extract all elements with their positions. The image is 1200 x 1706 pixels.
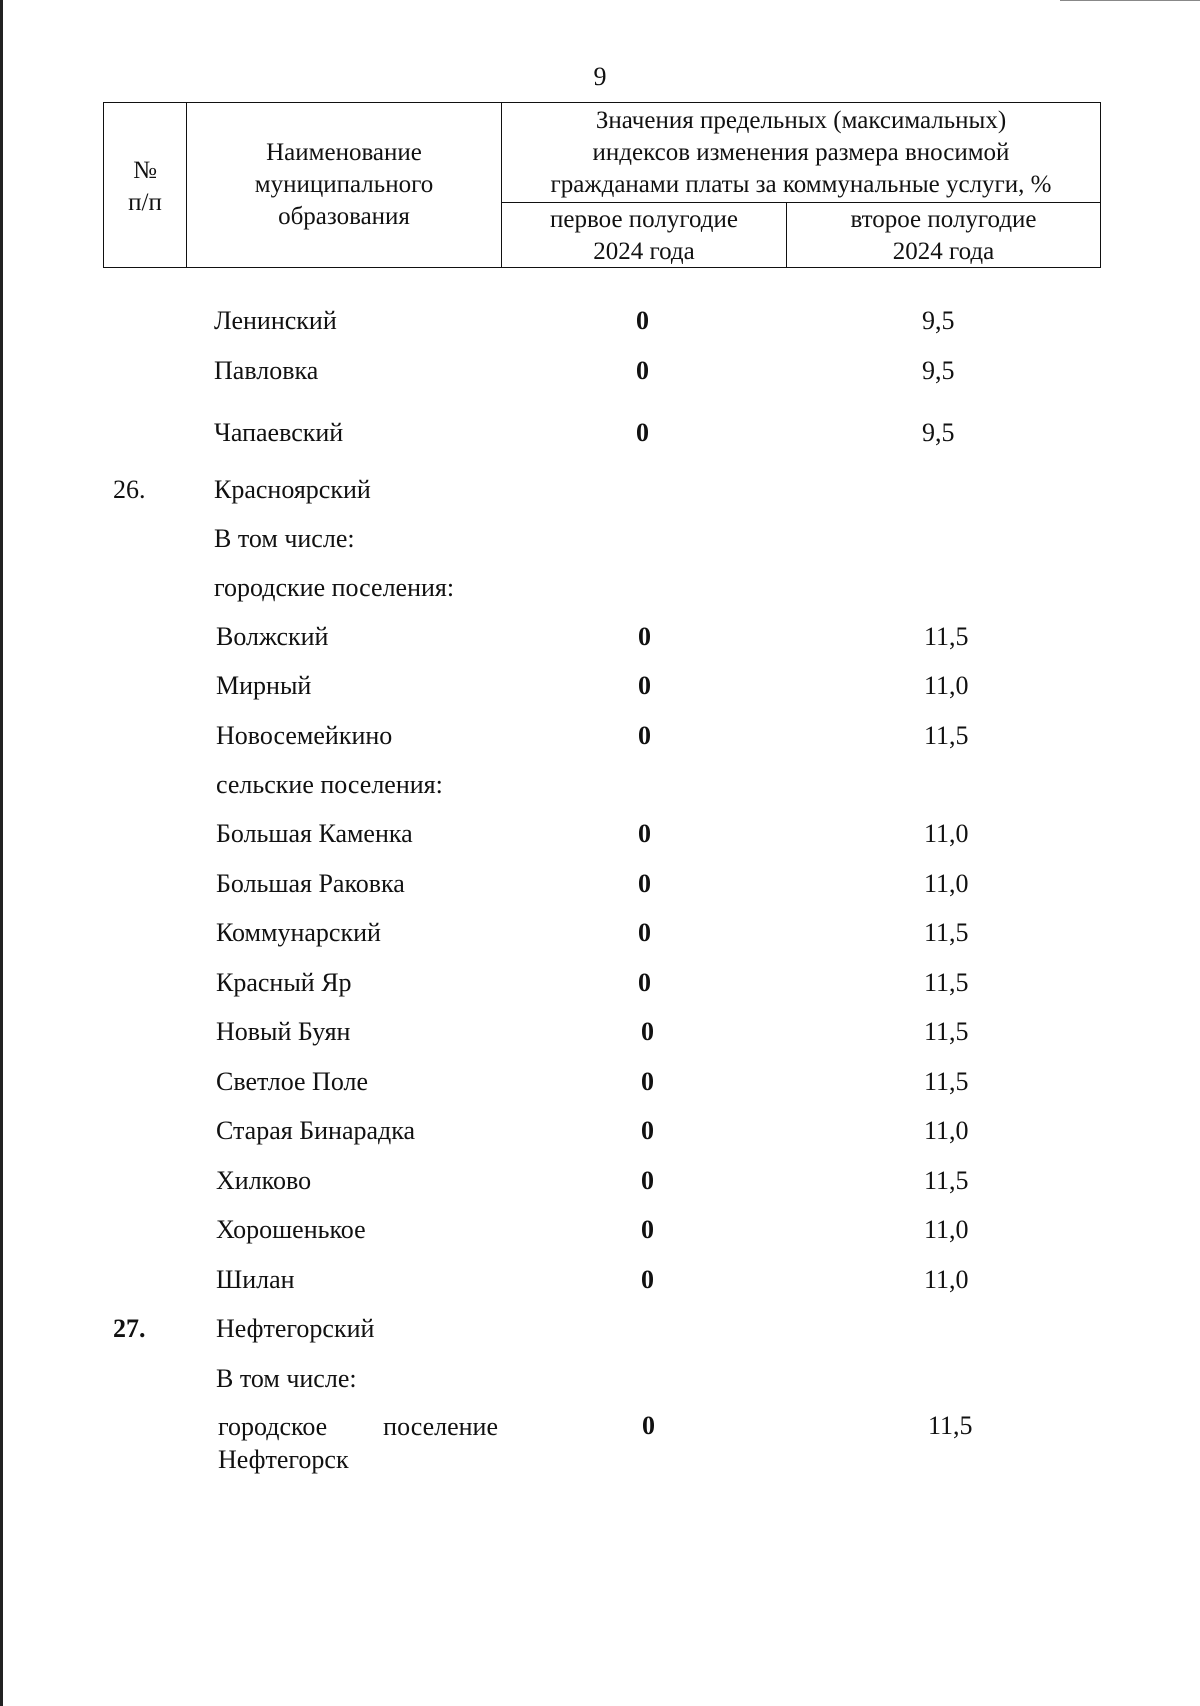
header-values-cell [502, 105, 1100, 201]
page-number: 9 [593, 62, 607, 91]
row-name: Хилково [216, 1166, 312, 1195]
header-num-line1: № [133, 157, 157, 184]
row-name: Волжский [216, 622, 329, 651]
row-second-half-value: 9,5 [922, 356, 955, 385]
row-first-half-value: 0 [638, 869, 651, 898]
row-second-half-value: 11,5 [928, 1411, 973, 1440]
row-first-half-value: 0 [641, 1067, 654, 1096]
header-values-line3: гражданами платы за коммунальные услуги, % [550, 171, 1052, 198]
header-second-half-line2: 2024 года [892, 238, 995, 265]
top-rule [1060, 0, 1200, 1]
header-second-half-cell [787, 204, 1100, 268]
row-second-half-value: 11,0 [924, 869, 969, 898]
row-first-half-value: 0 [641, 1265, 654, 1294]
header-num-cell [104, 155, 186, 219]
row-second-half-value: 11,0 [924, 1215, 969, 1244]
header-divider [501, 202, 1100, 203]
row-first-half-value: 0 [638, 671, 651, 700]
row-second-half-value: 11,0 [924, 671, 969, 700]
row-first-half-value: 0 [638, 721, 651, 750]
page-edge-scan-line [0, 0, 3, 1706]
row-name: Павловка [214, 356, 319, 385]
row-second-half-value: 11,5 [924, 1067, 969, 1096]
row-name: Шилан [216, 1265, 295, 1294]
row-second-half-value: 11,5 [924, 1166, 969, 1195]
row-number: 27. [113, 1314, 146, 1343]
header-name-line1: Наименование [266, 139, 422, 166]
row-first-half-value: 0 [642, 1411, 655, 1440]
row-first-half-value: 0 [638, 622, 651, 651]
row-name: Новый Буян [216, 1017, 351, 1046]
row-second-half-value: 9,5 [922, 306, 955, 335]
row-first-half-value: 0 [641, 1166, 654, 1195]
row-name: В том числе: [214, 524, 355, 553]
row-first-half-value: 0 [641, 1215, 654, 1244]
row-name: Ленинский [214, 306, 337, 335]
row-name: Красный Яр [216, 968, 352, 997]
header-name-cell [187, 137, 501, 233]
row-second-half-value: 9,5 [922, 418, 955, 447]
row-name: сельские поселения: [216, 770, 443, 799]
header-name-line2: муниципального [254, 171, 434, 198]
row-name: Красноярский [214, 475, 371, 504]
row-first-half-value: 0 [636, 418, 649, 447]
row-number: 26. [113, 475, 146, 504]
row-first-half-value: 0 [636, 306, 649, 335]
row-name-line2: Нефтегорск [218, 1445, 349, 1474]
row-first-half-value: 0 [638, 968, 651, 997]
header-first-half-line2: 2024 года [593, 238, 695, 265]
header-first-half-cell [502, 204, 786, 268]
row-name: Большая Каменка [216, 819, 413, 848]
row-second-half-value: 11,5 [924, 1017, 969, 1046]
row-name: Мирный [216, 671, 312, 700]
row-name: Новосемейкино [216, 721, 393, 750]
header-num-line2: п/п [128, 189, 162, 216]
table-header [103, 102, 1101, 268]
row-first-half-value: 0 [638, 918, 651, 947]
row-name: Нефтегорский [216, 1314, 375, 1343]
row-name: Светлое Поле [216, 1067, 369, 1096]
row-first-half-value: 0 [641, 1116, 654, 1145]
row-name: Коммунарский [216, 918, 381, 947]
header-values-line1: Значения предельных (максимальных) [595, 107, 1007, 134]
row-second-half-value: 11,5 [924, 918, 969, 947]
row-second-half-value: 11,0 [924, 819, 969, 848]
header-values-line2: индексов изменения размера вносимой [592, 139, 1010, 166]
row-name-multiline [218, 1410, 498, 1476]
row-name-line1: городское поселение [218, 1412, 498, 1441]
header-name-line3: образования [278, 203, 410, 230]
row-first-half-value: 0 [641, 1017, 654, 1046]
row-name: Старая Бинарадка [216, 1116, 416, 1145]
row-second-half-value: 11,5 [924, 968, 969, 997]
header-first-half-line1: первое полугодие [550, 206, 738, 233]
row-first-half-value: 0 [636, 356, 649, 385]
header-second-half-line1: второе полугодие [850, 206, 1037, 233]
row-second-half-value: 11,5 [924, 721, 969, 750]
row-first-half-value: 0 [638, 819, 651, 848]
row-second-half-value: 11,0 [924, 1265, 969, 1294]
row-second-half-value: 11,5 [924, 622, 969, 651]
row-name: Хорошенькое [216, 1215, 366, 1244]
row-name: Большая Раковка [216, 869, 405, 898]
row-name: В том числе: [216, 1364, 357, 1393]
row-name: Чапаевский [214, 418, 344, 447]
row-second-half-value: 11,0 [924, 1116, 969, 1145]
row-name: городские поселения: [214, 573, 455, 602]
